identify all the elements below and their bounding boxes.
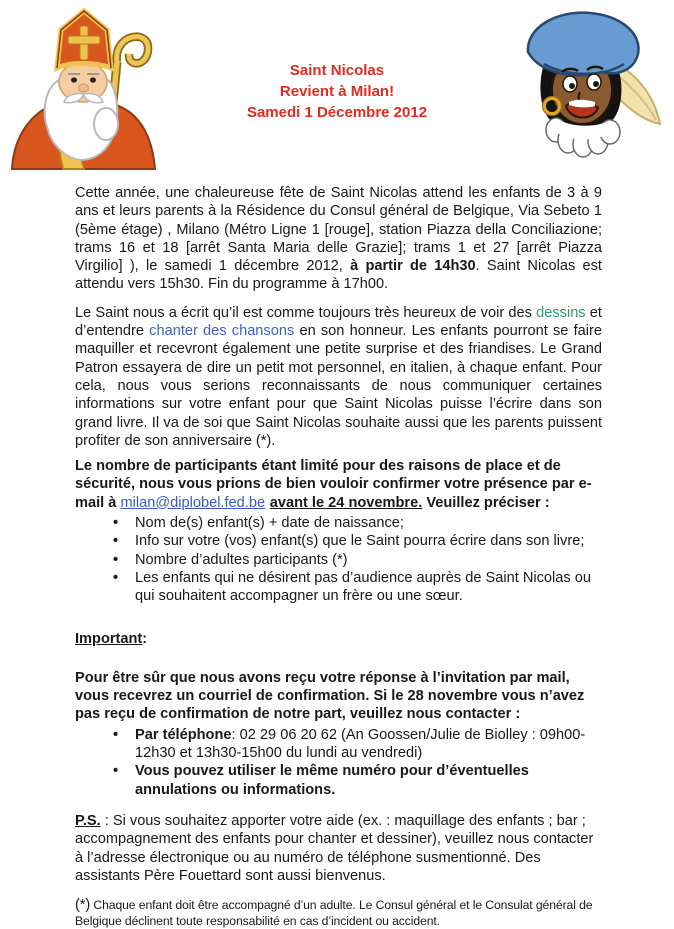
saint-text-1: Le Saint nous a écrit qu’il est comme toujours très heureux de voir des [75, 304, 537, 321]
bullet-text: Vous pouvez utiliser le même numéro pour d’éventuelles annulations ou informations. [135, 763, 529, 798]
important-heading-colon: : [142, 630, 148, 647]
glove [94, 108, 118, 140]
saint-nicolas-illustration [8, 4, 158, 170]
footnote [75, 897, 602, 929]
start-time-bold: à partir de 14h30 [350, 258, 476, 275]
list-item [75, 726, 602, 763]
confirmation-bullet-list [75, 514, 602, 605]
bullet-text: Info sur votre (vos) enfant(s) que le Saint pourra écrire dans son livre; [135, 533, 585, 550]
confirmation-paragraph [75, 457, 602, 512]
pere-fouettard-icon [510, 0, 670, 160]
bullet-text: Nom de(s) enfant(s) + date de naissance; [135, 515, 404, 532]
list-item [75, 762, 602, 799]
important-heading-text: Important [75, 630, 143, 647]
page-title [170, 60, 504, 123]
bullet-text: Nombre d’adultes participants (*) [135, 551, 348, 568]
title-line-1: Saint Nicolas [289, 62, 385, 79]
saint-nicolas-icon [8, 4, 158, 170]
confirm-text-1: Le nombre de participants étant limité pour des raisons de place et de sécurité, nous vous prions de bien vouloir confirmer votre présence par e-mail à [75, 458, 592, 511]
ps-text: : Si vous souhaitez apporter votre aide (ex. : maquillage des enfants ; bar ; accompagnement des enfants pour chanter et dessiner), veuillez nous contacter à l’adresse électronique ou au numéro de téléphone susmentionné. Des assistants Père Fouettard sont aussi bienvenus. [75, 812, 594, 884]
pere-fouettard-illustration [510, 0, 670, 160]
intro-text-2: . Saint Nicolas est attendu vers 15h30. Fin du programme à 17h00. [75, 258, 602, 293]
saint-text-3: en son honneur. Les enfants pourront se faire maquiller et recevront également une petite surprise et des friandises. Le Grand Patron essayera de dire un petit mot personnel, en italien, à chaque enfant. Pour cela, nous vous serions reconnaissants de nous communiquer certaines informations sur votre enfant pour que Saint Nicolas puisse l’écrire dans son grand livre. Il va de soi que Saint Nicolas souhaite aussi que les parents puissent profiter de son anniversaire (*). [75, 323, 602, 449]
letter-body [75, 184, 602, 929]
saint-text-2: et d’entendre [75, 304, 602, 340]
intro-text-1: Cette année, une chaleureuse fête de Saint Nicolas attend les enfants de 3 à 9 ans et leurs parents à la Résidence du Consul général de Belgique, Via Sebeto 1 (5ème étage) , Milano (Métro Ligne 1 [rouge], station Piazza della Conciliazione; trams 16 et 18 [arrêt Santa Maria delle Grazie]; trams 1 et 27 [arrêt Piazza Virgilio] ), le samedi 1 décembre 2012, [75, 185, 602, 275]
confirm-text-2: Veuillez préciser : [426, 494, 550, 511]
list-item [75, 551, 602, 569]
title-line-3: Samedi 1 Décembre 2012 [246, 104, 428, 121]
important-heading [75, 630, 602, 648]
important-bullet-list [75, 726, 602, 799]
chansons-highlight: chanter des chansons [149, 323, 295, 340]
list-item [75, 569, 602, 606]
saint-paragraph [75, 304, 602, 450]
ps-label: P.S. [75, 812, 101, 829]
bullet-text: Les enfants qui ne désirent pas d’audience auprès de Saint Nicolas ou qui souhaitent accompagner un frère ou une sœur. [135, 569, 591, 605]
ps-paragraph [75, 812, 602, 885]
intro-paragraph [75, 184, 602, 294]
important-paragraph: Pour être sûr que nous avons reçu votre réponse à l’invitation par mail, vous recevrez un courriel de confirmation. Si le 28 novembre vous n’avez pas reçu de confirmation de notre part, veuillez nous contacter : [75, 669, 585, 723]
phone-label: Par téléphone [135, 726, 232, 743]
deadline-underlined: avant le 24 novembre. [269, 494, 423, 511]
list-item [75, 532, 602, 550]
footnote-star: (*) [75, 897, 91, 914]
list-item [75, 514, 602, 532]
dessins-highlight: dessins [536, 304, 586, 321]
phone-details: : 02 29 06 20 62 (An Goossen/Julie de Biolley : 09h00-12h30 et 13h30-15h00 du lundi au vendredi) [135, 726, 586, 762]
footnote-text: Chaque enfant doit être accompagné d’un adulte. Le Consul général et le Consulat général de Belgique déclinent toute responsabilité en cas d’incident ou accident. [75, 898, 593, 929]
title-line-2: Revient à Milan! [279, 83, 395, 100]
nose [79, 84, 89, 92]
email-link[interactable]: milan@diplobel.fed.be [120, 494, 266, 511]
